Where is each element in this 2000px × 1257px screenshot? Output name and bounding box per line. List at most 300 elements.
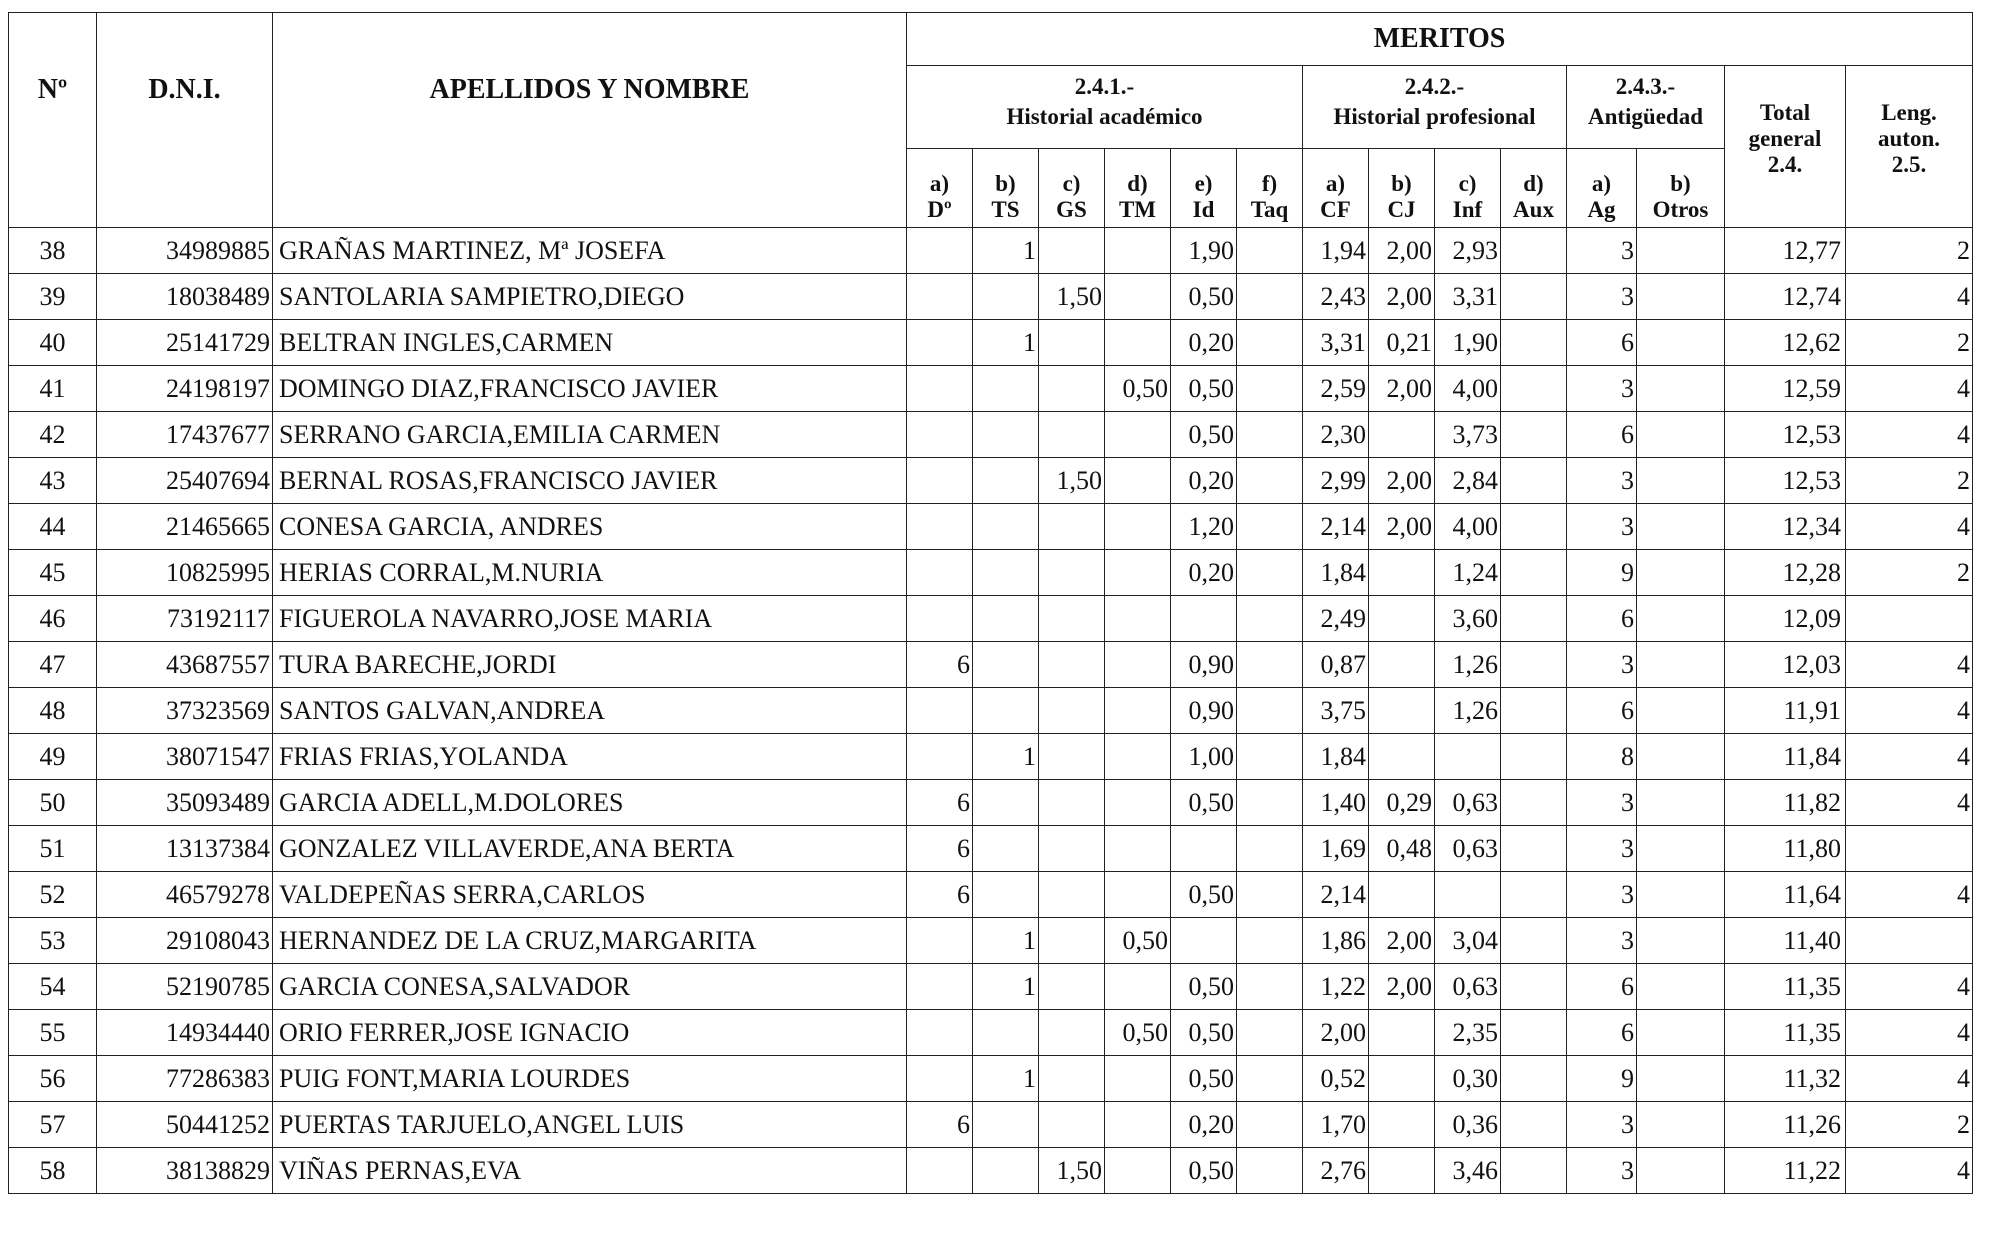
score-cell	[1501, 872, 1567, 918]
score-cell	[1105, 228, 1171, 274]
total-cell: 11,32	[1725, 1056, 1846, 1102]
score-cell	[1237, 734, 1303, 780]
score-cell	[1237, 366, 1303, 412]
total-cell: 12,34	[1725, 504, 1846, 550]
table-row	[9, 320, 1973, 366]
score-cell	[1637, 550, 1725, 596]
language-cell: 4	[1846, 504, 1973, 550]
score-cell: 1,26	[1435, 642, 1501, 688]
score-cell: 3	[1567, 780, 1637, 826]
score-cell	[1637, 1056, 1725, 1102]
score-cell	[1039, 412, 1105, 458]
score-cell	[1501, 228, 1567, 274]
subheader-cell	[1171, 149, 1237, 228]
language-cell: 4	[1846, 412, 1973, 458]
score-cell: 0,20	[1171, 550, 1237, 596]
dni-cell: 77286383	[97, 1056, 273, 1102]
dni-cell: 13137384	[97, 826, 273, 872]
name-cell: GONZALEZ VILLAVERDE,ANA BERTA	[273, 826, 907, 872]
score-cell	[1637, 642, 1725, 688]
score-cell	[1171, 596, 1237, 642]
score-cell	[1637, 504, 1725, 550]
score-cell	[1637, 596, 1725, 642]
subheader-letter: c)	[1458, 171, 1477, 196]
language-cell: 2	[1846, 550, 1973, 596]
row-number-cell: 49	[9, 734, 97, 780]
row-number-cell: 55	[9, 1010, 97, 1056]
score-cell	[1105, 964, 1171, 1010]
score-cell	[1237, 780, 1303, 826]
subheader-cell	[1039, 149, 1105, 228]
score-cell	[1237, 228, 1303, 274]
score-cell: 3	[1567, 1148, 1637, 1194]
score-cell: 0,87	[1303, 642, 1369, 688]
table-header	[9, 13, 1973, 228]
table-row	[9, 1102, 1973, 1148]
score-cell	[973, 274, 1039, 320]
score-cell: 6	[1567, 412, 1637, 458]
score-cell: 0,90	[1171, 688, 1237, 734]
score-cell: 0,29	[1369, 780, 1435, 826]
score-cell: 2,84	[1435, 458, 1501, 504]
row-number-cell: 42	[9, 412, 97, 458]
score-cell: 2,00	[1369, 504, 1435, 550]
header-group-242-title: Historial profesional	[1333, 104, 1536, 129]
score-cell: 3,75	[1303, 688, 1369, 734]
score-cell	[1637, 780, 1725, 826]
dni-cell: 43687557	[97, 642, 273, 688]
name-cell: GARCIA CONESA,SALVADOR	[273, 964, 907, 1010]
subheader-code: GS	[1056, 197, 1087, 222]
score-cell	[907, 734, 973, 780]
row-number-cell: 54	[9, 964, 97, 1010]
score-cell: 4,00	[1435, 504, 1501, 550]
subheader-letter: d)	[1523, 171, 1544, 196]
score-cell	[1501, 1056, 1567, 1102]
table-row	[9, 1148, 1973, 1194]
dni-cell: 21465665	[97, 504, 273, 550]
score-cell	[1105, 1148, 1171, 1194]
row-number-cell: 40	[9, 320, 97, 366]
language-cell: 4	[1846, 1056, 1973, 1102]
score-cell: 0,20	[1171, 458, 1237, 504]
total-cell: 11,35	[1725, 964, 1846, 1010]
score-cell	[1435, 872, 1501, 918]
score-cell	[1637, 734, 1725, 780]
language-cell: 4	[1846, 688, 1973, 734]
score-cell	[1637, 1102, 1725, 1148]
subheader-letter: c)	[1062, 171, 1081, 196]
subheader-cell	[1237, 149, 1303, 228]
score-cell	[1039, 1010, 1105, 1056]
score-cell: 1,22	[1303, 964, 1369, 1010]
table-row	[9, 688, 1973, 734]
dni-cell: 35093489	[97, 780, 273, 826]
score-cell: 6	[907, 872, 973, 918]
score-cell	[1039, 964, 1105, 1010]
subheader-letter: d)	[1127, 171, 1148, 196]
score-cell: 0,63	[1435, 780, 1501, 826]
score-cell	[1637, 366, 1725, 412]
dni-cell: 34989885	[97, 228, 273, 274]
score-cell	[1039, 918, 1105, 964]
score-cell: 2,14	[1303, 872, 1369, 918]
row-number-cell: 52	[9, 872, 97, 918]
table-row	[9, 366, 1973, 412]
score-cell	[907, 1056, 973, 1102]
score-cell	[1501, 826, 1567, 872]
total-cell: 11,82	[1725, 780, 1846, 826]
language-cell: 4	[1846, 642, 1973, 688]
score-cell: 2,49	[1303, 596, 1369, 642]
subheader-cell	[1435, 149, 1501, 228]
score-cell: 0,63	[1435, 826, 1501, 872]
score-cell: 1,69	[1303, 826, 1369, 872]
dni-cell: 52190785	[97, 964, 273, 1010]
subheader-letter: b)	[995, 171, 1016, 196]
score-cell	[1105, 1056, 1171, 1102]
score-cell	[907, 688, 973, 734]
score-cell: 1	[973, 964, 1039, 1010]
subheader-cell	[1105, 149, 1171, 228]
row-number-cell: 45	[9, 550, 97, 596]
score-cell	[907, 504, 973, 550]
score-cell	[1237, 550, 1303, 596]
language-cell: 2	[1846, 228, 1973, 274]
subheader-code: Ag	[1587, 197, 1616, 222]
score-cell: 1	[973, 320, 1039, 366]
score-cell	[1501, 1148, 1567, 1194]
header-meritos: MERITOS	[907, 13, 1973, 66]
score-cell: 1	[973, 918, 1039, 964]
score-cell	[973, 504, 1039, 550]
header-total-line1: Total	[1759, 100, 1811, 125]
header-group-241-code: 2.4.1.-	[1074, 74, 1135, 99]
score-cell: 0,50	[1105, 918, 1171, 964]
subheader-cell	[1369, 149, 1435, 228]
score-cell	[1369, 596, 1435, 642]
score-cell: 3	[1567, 1102, 1637, 1148]
score-cell: 6	[907, 826, 973, 872]
subheader-code: TM	[1118, 197, 1157, 222]
score-cell: 6	[1567, 596, 1637, 642]
subheader-code: CF	[1320, 197, 1351, 222]
score-cell: 3	[1567, 642, 1637, 688]
subheader-code: Otros	[1652, 197, 1709, 222]
dni-cell: 50441252	[97, 1102, 273, 1148]
row-number-cell: 47	[9, 642, 97, 688]
dni-cell: 37323569	[97, 688, 273, 734]
header-leng-line2: auton.	[1878, 126, 1940, 151]
score-cell: 0,50	[1171, 1056, 1237, 1102]
score-cell: 1,50	[1039, 458, 1105, 504]
table-row	[9, 412, 1973, 458]
score-cell	[1039, 826, 1105, 872]
score-cell	[1501, 780, 1567, 826]
score-cell	[1039, 734, 1105, 780]
score-cell: 2,00	[1303, 1010, 1369, 1056]
header-no: Nº	[9, 13, 97, 228]
subheader-letter: a)	[1591, 171, 1612, 196]
row-number-cell: 53	[9, 918, 97, 964]
score-cell: 2,00	[1369, 918, 1435, 964]
table-row	[9, 1010, 1973, 1056]
score-cell	[1039, 228, 1105, 274]
table-row	[9, 550, 1973, 596]
score-cell	[1105, 734, 1171, 780]
score-cell	[907, 228, 973, 274]
score-cell	[1105, 688, 1171, 734]
subheader-code: CJ	[1387, 197, 1416, 222]
score-cell	[1501, 320, 1567, 366]
total-cell: 12,53	[1725, 458, 1846, 504]
score-cell	[1501, 504, 1567, 550]
score-cell: 3,04	[1435, 918, 1501, 964]
score-cell	[907, 412, 973, 458]
row-number-cell: 38	[9, 228, 97, 274]
score-cell	[1501, 688, 1567, 734]
score-cell	[1501, 550, 1567, 596]
name-cell: DOMINGO DIAZ,FRANCISCO JAVIER	[273, 366, 907, 412]
score-cell: 1,90	[1171, 228, 1237, 274]
name-cell: VIÑAS PERNAS,EVA	[273, 1148, 907, 1194]
total-cell: 11,84	[1725, 734, 1846, 780]
score-cell	[1105, 458, 1171, 504]
score-cell	[1637, 964, 1725, 1010]
score-cell: 0,50	[1171, 412, 1237, 458]
score-cell	[1369, 688, 1435, 734]
score-cell	[1237, 458, 1303, 504]
score-cell: 0,21	[1369, 320, 1435, 366]
dni-cell: 25407694	[97, 458, 273, 504]
score-cell: 6	[907, 1102, 973, 1148]
score-cell: 1,94	[1303, 228, 1369, 274]
score-cell	[1501, 458, 1567, 504]
score-cell: 6	[907, 642, 973, 688]
subheader-code: Dº	[927, 197, 952, 222]
language-cell: 2	[1846, 320, 1973, 366]
score-cell: 2,00	[1369, 366, 1435, 412]
language-cell	[1846, 596, 1973, 642]
score-cell: 0,50	[1171, 1010, 1237, 1056]
language-cell	[1846, 826, 1973, 872]
name-cell: TURA BARECHE,JORDI	[273, 642, 907, 688]
table-row	[9, 596, 1973, 642]
total-cell: 11,80	[1725, 826, 1846, 872]
score-cell	[1501, 964, 1567, 1010]
score-cell	[973, 1148, 1039, 1194]
score-cell: 2,59	[1303, 366, 1369, 412]
score-cell	[1637, 458, 1725, 504]
score-cell: 0,50	[1171, 964, 1237, 1010]
score-cell	[1501, 412, 1567, 458]
score-cell: 2,76	[1303, 1148, 1369, 1194]
score-cell: 1,84	[1303, 734, 1369, 780]
total-cell: 12,28	[1725, 550, 1846, 596]
score-cell	[1369, 1010, 1435, 1056]
total-cell: 11,22	[1725, 1148, 1846, 1194]
header-group-243	[1567, 66, 1725, 149]
score-cell	[1637, 274, 1725, 320]
dni-cell: 10825995	[97, 550, 273, 596]
score-cell	[1637, 872, 1725, 918]
name-cell: VALDEPEÑAS SERRA,CARLOS	[273, 872, 907, 918]
name-cell: GARCIA ADELL,M.DOLORES	[273, 780, 907, 826]
total-cell: 12,03	[1725, 642, 1846, 688]
score-cell	[1039, 780, 1105, 826]
name-cell: HERIAS CORRAL,M.NURIA	[273, 550, 907, 596]
score-cell	[1237, 642, 1303, 688]
score-cell	[907, 274, 973, 320]
table-row	[9, 504, 1973, 550]
score-cell	[1039, 366, 1105, 412]
total-cell: 12,77	[1725, 228, 1846, 274]
dni-cell: 38138829	[97, 1148, 273, 1194]
table-body	[9, 228, 1973, 1194]
score-cell: 3,60	[1435, 596, 1501, 642]
score-cell: 0,36	[1435, 1102, 1501, 1148]
score-cell: 1	[973, 228, 1039, 274]
score-cell	[1369, 642, 1435, 688]
score-cell: 9	[1567, 1056, 1637, 1102]
row-number-cell: 43	[9, 458, 97, 504]
score-cell: 0,50	[1171, 274, 1237, 320]
dni-cell: 29108043	[97, 918, 273, 964]
score-cell: 8	[1567, 734, 1637, 780]
dni-cell: 25141729	[97, 320, 273, 366]
score-cell	[1637, 688, 1725, 734]
row-number-cell: 57	[9, 1102, 97, 1148]
score-cell: 3	[1567, 274, 1637, 320]
score-cell	[1237, 826, 1303, 872]
subheader-letter: f)	[1261, 171, 1278, 196]
row-number-cell: 48	[9, 688, 97, 734]
score-cell	[1637, 826, 1725, 872]
score-cell: 0,50	[1105, 1010, 1171, 1056]
subheader-cell	[1501, 149, 1567, 228]
total-cell: 11,35	[1725, 1010, 1846, 1056]
score-cell	[973, 688, 1039, 734]
score-cell	[1105, 412, 1171, 458]
score-cell: 1,24	[1435, 550, 1501, 596]
header-leng-line3: 2.5.	[1891, 152, 1927, 177]
row-number-cell: 39	[9, 274, 97, 320]
score-cell	[1637, 320, 1725, 366]
score-cell: 3,31	[1435, 274, 1501, 320]
header-name: APELLIDOS Y NOMBRE	[273, 13, 907, 228]
score-cell	[1369, 872, 1435, 918]
score-cell	[1039, 642, 1105, 688]
header-total-line3: 2.4.	[1767, 152, 1803, 177]
score-cell	[907, 918, 973, 964]
score-cell: 3	[1567, 918, 1637, 964]
score-cell	[1039, 688, 1105, 734]
score-cell	[1105, 826, 1171, 872]
score-cell	[973, 780, 1039, 826]
score-cell: 1,50	[1039, 274, 1105, 320]
score-cell: 3	[1567, 366, 1637, 412]
score-cell: 3	[1567, 826, 1637, 872]
score-cell: 1,84	[1303, 550, 1369, 596]
subheader-cell	[1567, 149, 1637, 228]
dni-cell: 46579278	[97, 872, 273, 918]
subheader-letter: e)	[1194, 171, 1213, 196]
score-cell	[1501, 366, 1567, 412]
subheader-cell	[973, 149, 1039, 228]
language-cell	[1846, 918, 1973, 964]
subheader-code: Id	[1192, 197, 1215, 222]
total-cell: 11,26	[1725, 1102, 1846, 1148]
header-group-241	[907, 66, 1303, 149]
header-group-242	[1303, 66, 1567, 149]
header-dni: D.N.I.	[97, 13, 273, 228]
table-row	[9, 228, 1973, 274]
header-leng-line1: Leng.	[1881, 100, 1937, 125]
row-number-cell: 56	[9, 1056, 97, 1102]
table-row	[9, 734, 1973, 780]
score-cell	[973, 872, 1039, 918]
score-cell: 0,48	[1369, 826, 1435, 872]
score-cell	[1501, 642, 1567, 688]
score-cell: 6	[907, 780, 973, 826]
score-cell: 3	[1567, 504, 1637, 550]
header-group-243-title: Antigüedad	[1587, 104, 1704, 129]
score-cell: 3,31	[1303, 320, 1369, 366]
score-cell	[973, 1102, 1039, 1148]
subheader-letter: a)	[1325, 171, 1346, 196]
subheader-cell	[1303, 149, 1369, 228]
score-cell	[1237, 504, 1303, 550]
score-cell	[1237, 596, 1303, 642]
subheader-cell	[1637, 149, 1725, 228]
score-cell	[1237, 918, 1303, 964]
language-cell: 4	[1846, 872, 1973, 918]
language-cell: 4	[1846, 366, 1973, 412]
table-row	[9, 826, 1973, 872]
score-cell	[1105, 504, 1171, 550]
score-cell: 1,20	[1171, 504, 1237, 550]
row-number-cell: 58	[9, 1148, 97, 1194]
subheader-letter: a)	[929, 171, 950, 196]
subheader-code: TS	[991, 197, 1020, 222]
score-cell	[973, 1010, 1039, 1056]
score-cell	[907, 366, 973, 412]
score-cell	[1501, 918, 1567, 964]
score-cell: 1,00	[1171, 734, 1237, 780]
header-group-242-code: 2.4.2.-	[1404, 74, 1465, 99]
score-cell: 0,20	[1171, 320, 1237, 366]
header-leng	[1846, 66, 1973, 228]
total-cell: 11,40	[1725, 918, 1846, 964]
score-cell	[1105, 642, 1171, 688]
score-cell	[1369, 550, 1435, 596]
dni-cell: 24198197	[97, 366, 273, 412]
score-cell: 2,35	[1435, 1010, 1501, 1056]
language-cell: 4	[1846, 734, 1973, 780]
name-cell: ORIO FERRER,JOSE IGNACIO	[273, 1010, 907, 1056]
score-cell	[907, 1148, 973, 1194]
total-cell: 12,62	[1725, 320, 1846, 366]
score-cell: 6	[1567, 1010, 1637, 1056]
score-cell	[907, 458, 973, 504]
header-group-241-title: Historial académico	[1006, 104, 1203, 129]
row-number-cell: 46	[9, 596, 97, 642]
score-cell: 1,40	[1303, 780, 1369, 826]
table-row	[9, 780, 1973, 826]
score-cell	[1501, 1102, 1567, 1148]
score-cell: 2,00	[1369, 274, 1435, 320]
score-cell	[1637, 918, 1725, 964]
